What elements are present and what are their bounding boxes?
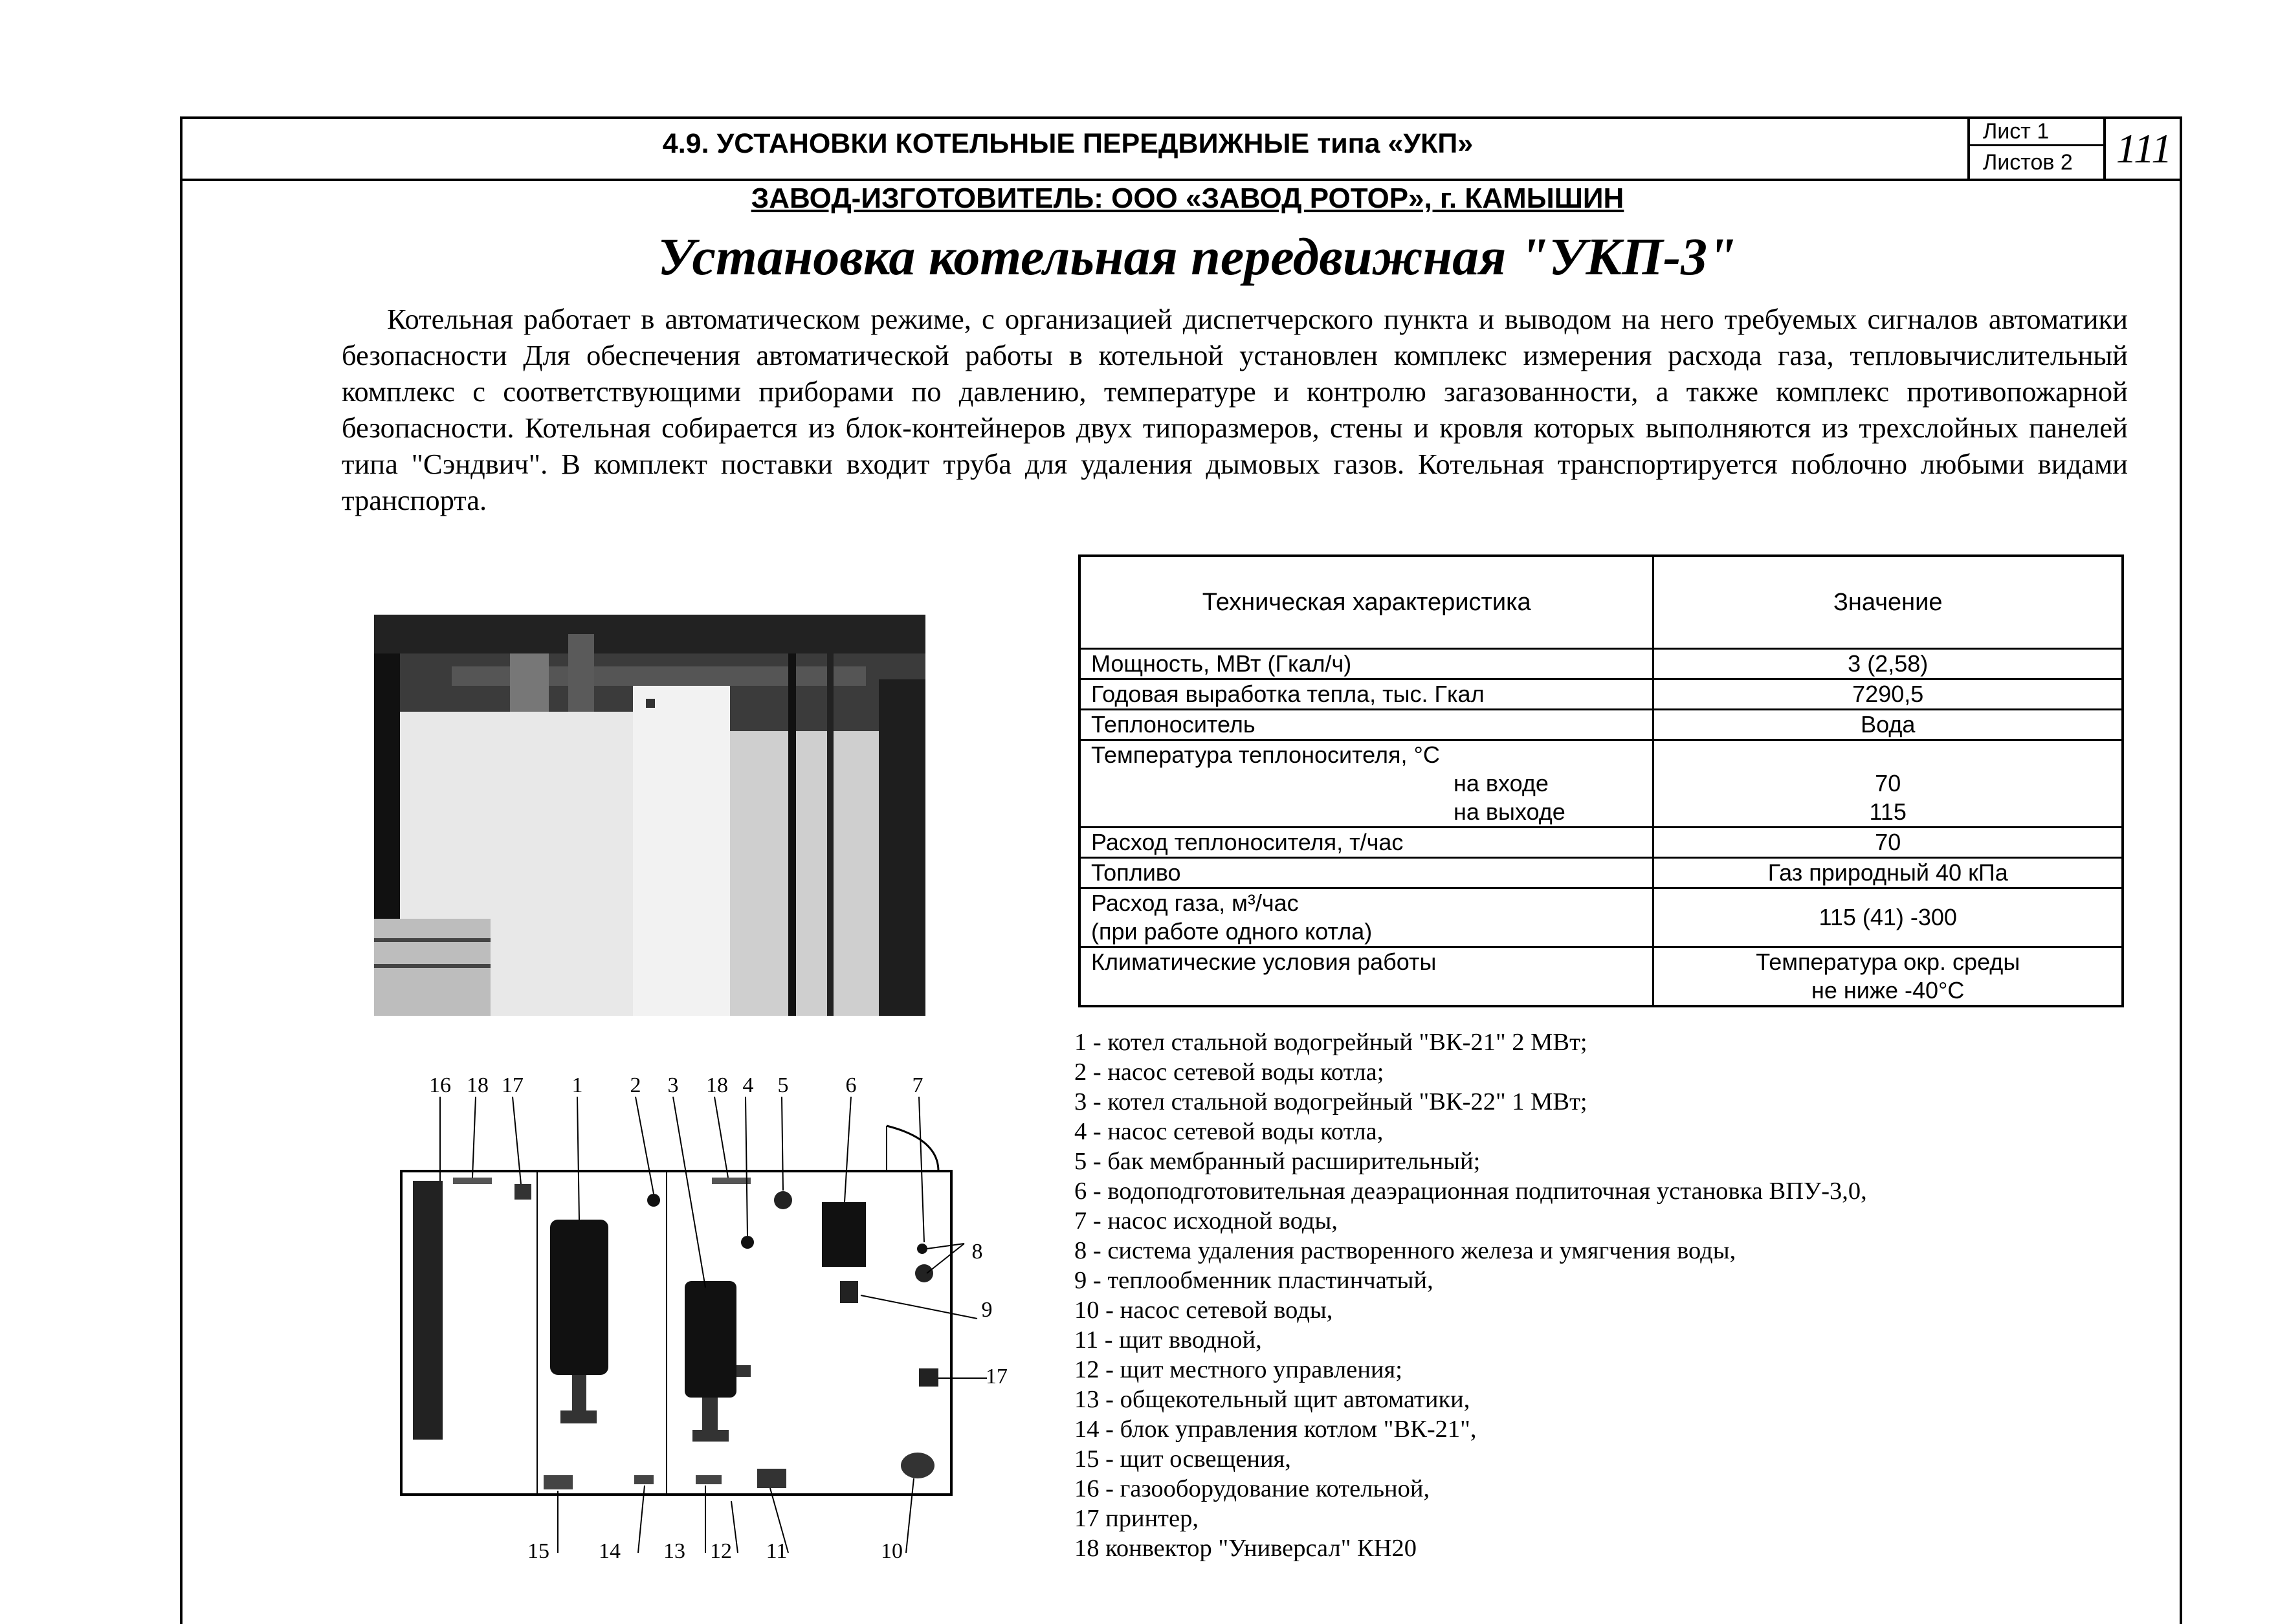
equipment-legend (1074, 1027, 2174, 1563)
table-row (1079, 710, 2123, 740)
table-row (1079, 828, 2123, 858)
photo-illustration (374, 615, 925, 1016)
value-cell (1653, 947, 2123, 1007)
plan-label-top: 18 (706, 1073, 728, 1097)
plan-label-bottom: 11 (766, 1539, 788, 1563)
plan-label-top: 4 (742, 1073, 754, 1097)
table-header-row (1079, 556, 2123, 649)
value-outlet: 115 (1869, 798, 1907, 825)
legend-item: 6 - водоподготовительная деаэрационная подпиточная установка ВПУ-3,0, (1074, 1178, 1867, 1205)
value-inlet: 70 (1875, 770, 1901, 796)
boiler-room-photo (374, 615, 925, 1016)
plan-label-right: 9 (981, 1298, 993, 1322)
param-label: Расход газа, м³/час (1091, 890, 1299, 916)
legend-item: 17 принтер, (1074, 1505, 1199, 1532)
param-cell: Мощность, МВт (Гкал/ч) (1079, 649, 1653, 679)
param-cell (1079, 888, 1653, 947)
param-cell: Климатические условия работы (1079, 947, 1653, 1007)
plan-label-top: 16 (429, 1073, 451, 1097)
plan-label-bottom: 15 (527, 1539, 549, 1563)
legend-item: 7 - насос исходной воды, (1074, 1207, 1338, 1234)
plan-label-top: 18 (467, 1073, 489, 1097)
legend-item: 2 - насос сетевой воды котла; (1074, 1059, 1384, 1086)
header-divider (180, 179, 2182, 181)
plan-label-top: 17 (502, 1073, 524, 1097)
value-cell: 115 (41) -300 (1653, 888, 2123, 947)
sheets-count-label: Листов 2 (1983, 150, 2073, 175)
column-header-characteristic: Техническая характеристика (1079, 556, 1653, 649)
plan-label-top: 5 (777, 1073, 789, 1097)
plan-label-right: 17 (986, 1365, 1008, 1388)
legend-item: 14 - блок управления котлом "ВК-21", (1074, 1416, 1477, 1443)
param-sublabel: (при работе одного котла) (1091, 918, 1373, 945)
column-header-value: Значение (1653, 556, 2123, 649)
document-title: Установка котельная передвижная "УКП-3" (658, 227, 1737, 286)
legend-item: 15 - щит освещения, (1074, 1445, 1291, 1473)
table-row (1079, 888, 2123, 947)
param-sublabel: на выходе (1454, 798, 1565, 825)
param-cell: Расход теплоносителя, т/час (1079, 828, 1653, 858)
value-cell: 70 (1653, 828, 2123, 858)
value-cell: 7290,5 (1653, 679, 2123, 710)
legend-item: 11 - щит вводной, (1074, 1326, 1262, 1354)
handwritten-page-number: 111 (2103, 116, 2182, 179)
legend-item: 18 конвектор "Универсал" КН20 (1074, 1535, 1417, 1562)
plan-label-top: 2 (630, 1073, 641, 1097)
plan-label-top: 7 (912, 1073, 923, 1097)
value-cell: 3 (2,58) (1653, 649, 2123, 679)
plan-label-top: 3 (667, 1073, 679, 1097)
legend-item: 5 - бак мембранный расширительный; (1074, 1148, 1481, 1175)
value-cell: Вода (1653, 710, 2123, 740)
value-line: Температура окр. среды (1756, 949, 2020, 975)
param-label: Температура теплоносителя, °С (1091, 741, 1440, 768)
legend-item: 1 - котел стальной водогрейный "ВК-21" 2 МВт; (1074, 1029, 1587, 1056)
sheet-label: Лист 1 (1970, 116, 2103, 146)
param-cell: Топливо (1079, 858, 1653, 888)
legend-item: 3 - котел стальной водогрейный "ВК-22" 1 МВт; (1074, 1088, 1587, 1115)
table-row (1079, 858, 2123, 888)
plan-label-bottom: 13 (663, 1539, 685, 1563)
table-row (1079, 740, 2123, 828)
param-sublabel: на входе (1454, 770, 1549, 796)
legend-item: 16 - газооборудование котельной, (1074, 1475, 1430, 1502)
legend-item: 9 - теплообменник пластинчатый, (1074, 1267, 1433, 1294)
legend-item: 12 - щит местного управления; (1074, 1356, 1402, 1383)
table-row (1079, 679, 2123, 710)
plan-label-bottom: 10 (881, 1539, 903, 1563)
param-cell: Теплоноситель (1079, 710, 1653, 740)
table-row (1079, 649, 2123, 679)
legend-item: 13 - общекотельный щит автоматики, (1074, 1386, 1470, 1413)
legend-item: 4 - насос сетевой воды котла, (1074, 1118, 1384, 1145)
plan-label-right: 8 (971, 1240, 983, 1264)
param-cell (1079, 740, 1653, 828)
plan-outer-wall (401, 1171, 951, 1495)
plan-label-bottom: 12 (710, 1539, 732, 1563)
value-cell (1653, 740, 2123, 828)
value-cell: Газ природный 40 кПа (1653, 858, 2123, 888)
sheet-info-box (1967, 116, 2103, 179)
section-title: 4.9. УСТАНОВКИ КОТЕЛЬНЫЕ ПЕРЕДВИЖНЫЕ типа «УКП» (662, 128, 1474, 159)
specifications-table (1078, 554, 2124, 1007)
value-line: не ниже -40°С (1811, 977, 1965, 1004)
plan-label-top: 6 (845, 1073, 857, 1097)
legend-item: 10 - насос сетевой воды, (1074, 1297, 1333, 1324)
description-paragraph: Котельная работает в автоматическом режиме, с организацией диспетчерского пункта и выводом на него требуемых сигналов автоматики безопасности Для обеспечения автоматической работы в котельной установлен комплекс измерения расхода газа, тепловычислительный комплекс с соответствующими приборами по давлению, температуре и контролю загазованности, а также комплекс противопожарной безопасности. Котельная собирается из блок-контейнеров двух типоразмеров, стены и кровля которых выполняются из трехслойных панелей типа "Сэндвич". В комплект поставки входит труба для удаления дымовых газов. Котельная транспортируется поблочно любыми видами транспорта. (342, 303, 2128, 516)
manufacturer-line: ЗАВОД-ИЗГОТОВИТЕЛЬ: ООО «ЗАВОД РОТОР», г. КАМЫШИН (751, 182, 1624, 214)
param-cell: Годовая выработка тепла, тыс. Гкал (1079, 679, 1653, 710)
legend-item: 8 - система удаления растворенного железа и умягчения воды, (1074, 1237, 1736, 1264)
plan-label-bottom: 14 (599, 1539, 621, 1563)
plan-label-top: 1 (571, 1073, 583, 1097)
floor-plan-diagram (369, 1061, 1016, 1566)
table-row (1079, 947, 2123, 1007)
